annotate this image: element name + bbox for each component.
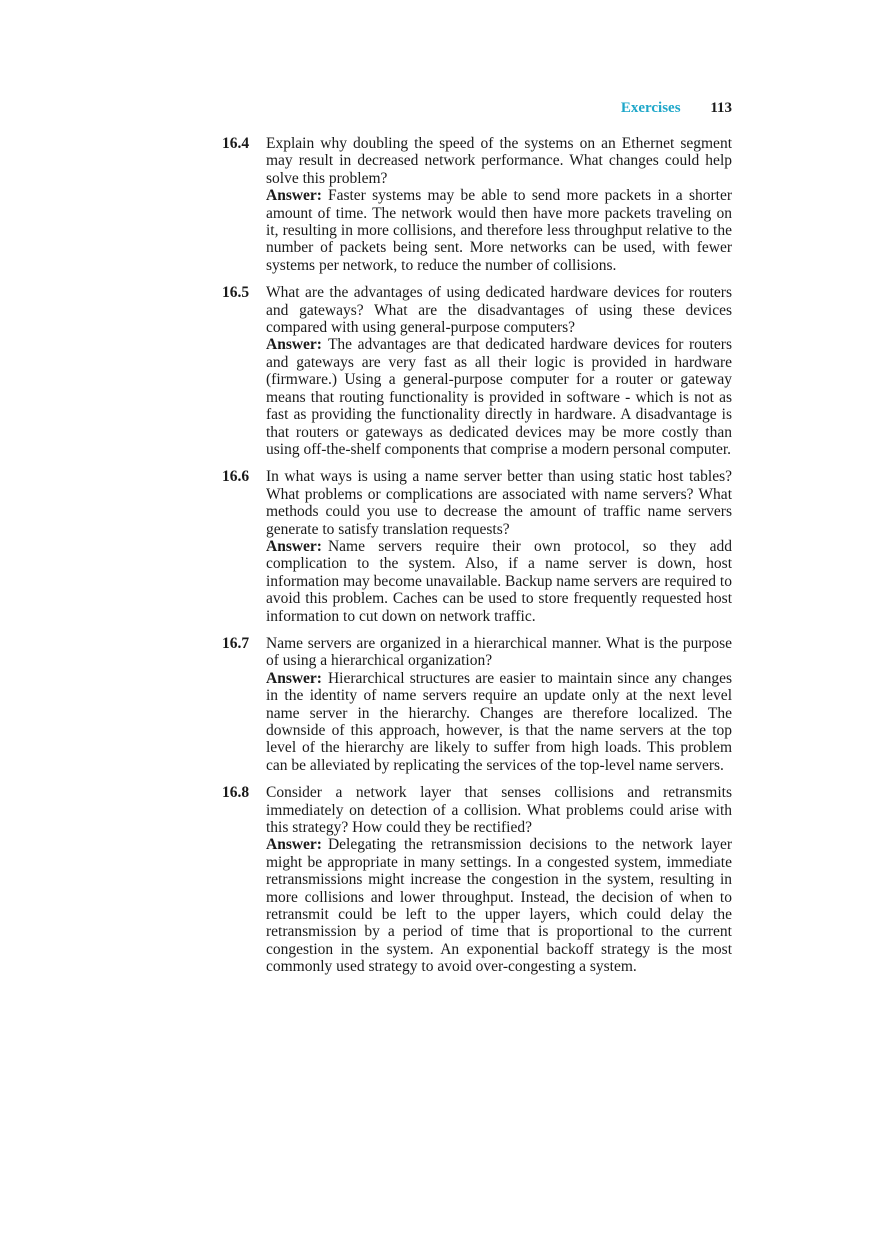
answer-text: The advantages are that dedicated hardware devices for routers and gateways are very fast as all their logic is provided in hardware (firmware.) Using a general-purpose computer for a router or gateway means that routing functionality is provided in software - which is not as fast as providing the functionality directly in hardware. A disadvantage is that routers or gateways as dedicated devices may be more costly than using off-the-shelf components that comprise a modern personal computer.: [266, 336, 732, 458]
exercise-16-6: [222, 468, 732, 625]
page-number: 113: [710, 100, 732, 116]
exercise-question: What are the advantages of using dedicated hardware devices for routers and gateways? What are the disadvantages of using these devices compared with using general-purpose computers?: [266, 284, 732, 337]
exercise-16-7: [222, 635, 732, 774]
exercise-answer: [266, 538, 732, 625]
answer-label: Answer:: [266, 187, 322, 205]
exercise-16-5: [222, 284, 732, 458]
exercise-answer: [266, 336, 732, 458]
answer-text: Hierarchical structures are easier to maintain since any changes in the identity of name servers require an update only at the next level name server in the hierarchy. Changes are therefore localized. The downside of this approach, however, is that the name servers at the top level of the hierarchy are likely to suffer from high loads. This problem can be alleviated by replicating the services of the top-level name servers.: [266, 669, 732, 774]
answer-text: Faster systems may be able to send more packets in a shorter amount of time. The network would then have more packets traveling on it, resulting in more collisions, and therefore less throughput relative to the number of packets being sent. More networks can be used, with fewer systems per network, to reduce the number of collisions.: [266, 187, 732, 274]
exercise-question: Name servers are organized in a hierarchical manner. What is the purpose of using a hierarchical organization?: [266, 634, 732, 670]
exercise-16-8: [222, 784, 732, 975]
exercise-number: 16.5: [222, 284, 250, 302]
exercise-answer: [266, 836, 732, 975]
exercise-question: Explain why doubling the speed of the systems on an Ethernet segment may result in decreased network performance. What changes could help solve this problem?: [266, 135, 732, 187]
exercise-question: In what ways is using a name server better than using static host tables? What problems or complications are associated with name servers? What methods could you use to decrease the amount of traffic name servers generate to satisfy translation requests?: [266, 468, 732, 538]
page-header: [222, 100, 732, 120]
exercise-16-4: [222, 135, 732, 274]
answer-text: Delegating the retransmission decisions to the network layer might be appropriate in many settings. In a congested system, immediate retransmissions might increase the congestion in the system, resulting in more collisions and lower throughput. Instead, the decision of when to retransmit could be left to the upper layers, which could delay the retransmission by a period of time that is proportional to the current congestion in the system. An exponential backoff strategy is the most commonly used strategy to avoid over-congesting a system.: [266, 836, 732, 976]
answer-label: Answer:: [266, 669, 322, 687]
exercise-number: 16.7: [222, 634, 250, 652]
answer-label: Answer:: [266, 537, 322, 555]
answer-text: Name servers require their own protocol, so they add complication to the system. Also, if a name server is down, host information may become unavailable. Backup name servers are required to avoid this problem. Caches can be used to store frequently requested host information to cut down on network traffic.: [266, 537, 732, 625]
exercise-number: 16.4: [222, 135, 250, 152]
exercise-number: 16.8: [222, 784, 250, 802]
answer-label: Answer:: [266, 336, 322, 354]
exercise-number: 16.6: [222, 468, 250, 486]
answer-label: Answer:: [266, 836, 322, 854]
exercise-question: Consider a network layer that senses collisions and retransmits immediately on detection of a collision. What problems could arise with this strategy? How could they be rectified?: [266, 784, 732, 837]
exercise-answer: [266, 670, 732, 774]
exercise-list: [222, 135, 732, 986]
exercise-answer: [266, 187, 732, 274]
running-header-section: Exercises: [620, 100, 681, 116]
